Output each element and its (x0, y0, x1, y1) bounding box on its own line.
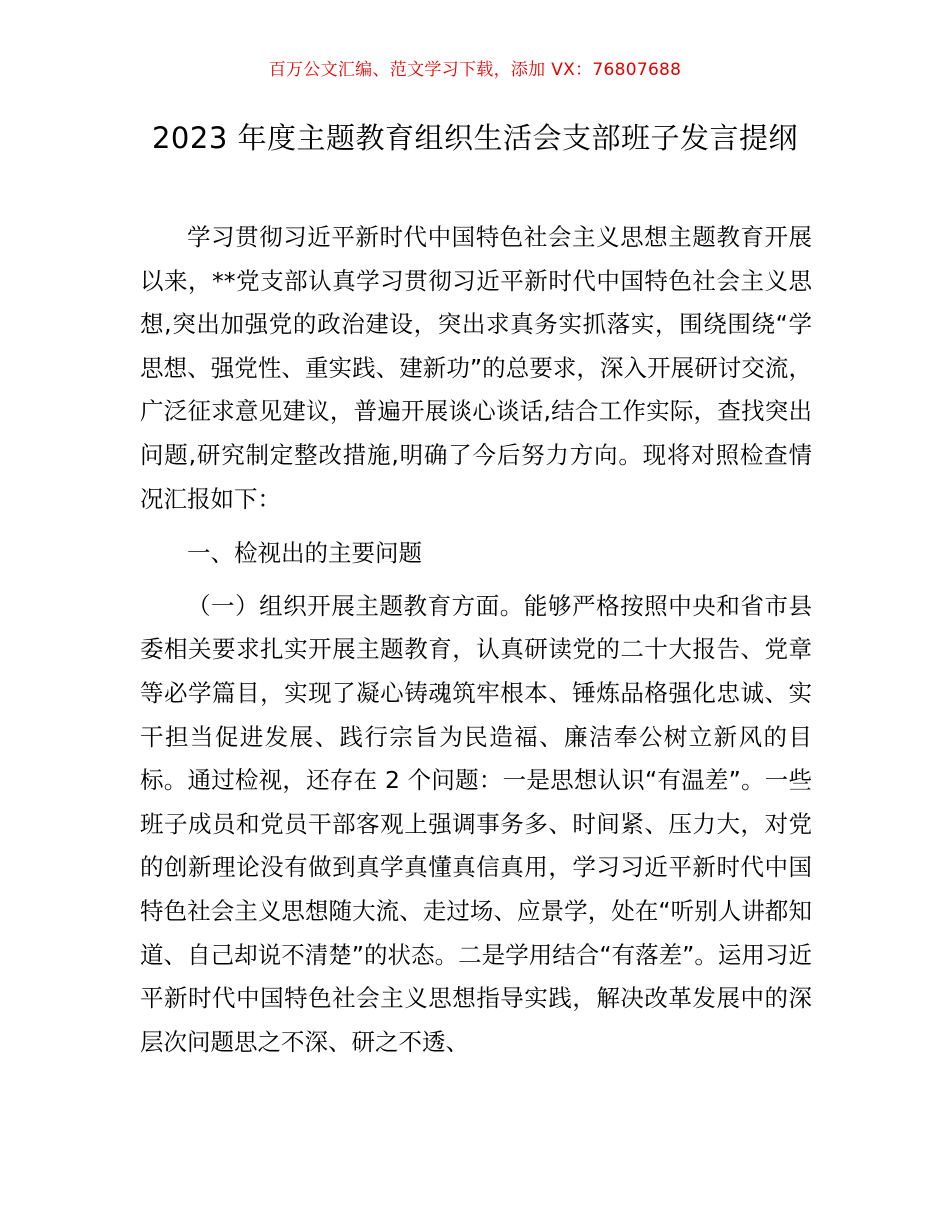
intro-paragraph: 学习贯彻习近平新时代中国特色社会主义思想主题教育开展以来，**党支部认真学习贯彻习近平新时代中国特色社会主义思想,突出加强党的政治建设，突出求真务实抓落实，围绕围绕“学思想、强党性、重实践、建新功”的总要求，深入开展研讨交流，广泛征求意见建议，普遍开展谈心谈话,结合工作实际，查找突出问题,研究制定整改措施,明确了今后努力方向。现将对照检查情况汇报如下： (140, 223, 812, 513)
section-heading: 一、检视出的主要问题 (187, 539, 422, 568)
header-note: 百万公文汇编、范文学习下载，添加 VX：76807688 (268, 60, 682, 80)
document-body (140, 216, 812, 1064)
document-title: 2023 年度主题教育组织生活会支部班子发言提纲 (151, 121, 799, 155)
body-paragraph: （一）组织开展主题教育方面。能够严格按照中央和省市县委相关要求扎实开展主题教育，认真研读党的二十大报告、党章等必学篇目，实现了凝心铸魂筑牢根本、锤炼品格强化忠诚、实干担当促进发展、践行宗旨为民造福、廉洁奉公树立新风的目标。通过检视，还存在 2 个问题：一是思想认识“有温差”。一些班子成员和党员干部客观上强调事务多、时间紧、压力大，对党的创新理论没有做到真学真懂真信真用，学习习近平新时代中国特色社会主义思想随大流、走过场、应景学，处在“听别人讲都知道、自己却说不清楚”的状态。二是学用结合“有落差”。运用习近平新时代中国特色社会主义思想指导实践，解决改革发展中的深层次问题思之不深、研之不透、 (140, 591, 812, 1056)
